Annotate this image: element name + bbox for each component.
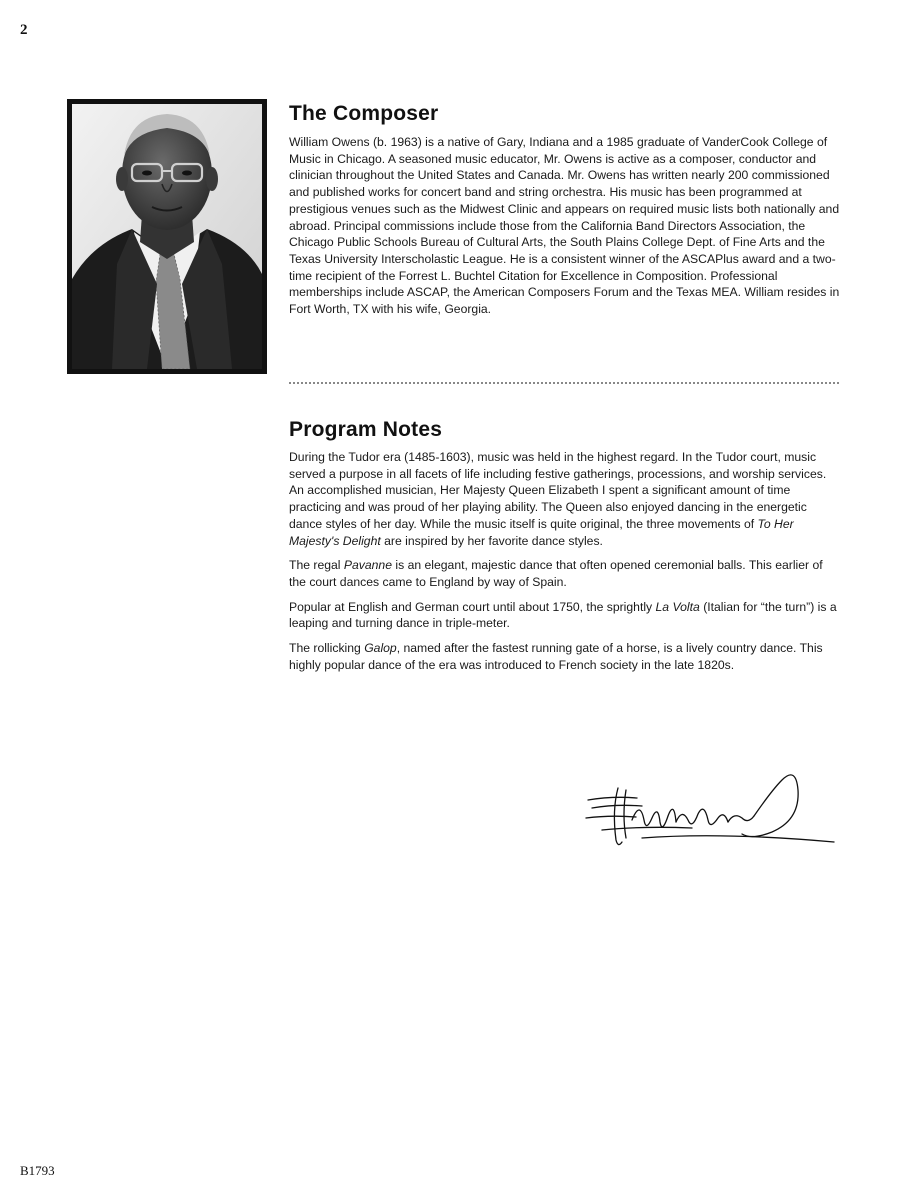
program-notes-paragraph-1: During the Tudor era (1485-1603), music was held in the highest regard. In the Tudor court, music served a purpose in all facets of life including festive gatherings, processions, and worship services. An accomplished musician, Her Majesty Queen Elizabeth I spent a significant amount of time practicing and was proud of her playing ability. The Queen also enjoyed dancing in the energetic dance styles of her day. While the music itself is quite original, the three movements of To Her Majesty's Delight are inspired by her favorite dance styles. [289,450,827,548]
program-notes-paragraph-2: The regal Pavanne is an elegant, majestic dance that often opened ceremonial balls. This earlier of the court dances came to England by way of Spain. [289,558,823,589]
dance-name-galop: Galop [364,641,397,656]
dance-name-pavanne: Pavanne [343,558,392,573]
program-notes-body [289,449,841,681]
composer-signature [582,760,840,855]
composer-photo [67,99,267,374]
composer-heading: The Composer [289,102,439,125]
dance-name-la-volta: La Volta [655,599,700,614]
program-notes-paragraph-3: Popular at English and German court until about 1750, the sprightly La Volta (Italian for “the turn”) is a leaping and turning dance in triple-meter. [289,599,837,631]
composer-bio [289,134,841,326]
piece-title: To Her Majesty's Delight [289,516,794,548]
dotted-divider [289,382,839,384]
program-notes-paragraph-4: The rollicking Galop, named after the fastest running gate of a horse, is a lively country dance. This highly popular dance of the era was introduced to French society in the late 1820s. [289,641,823,672]
catalog-code: B1793 [20,1163,55,1178]
composer-portrait-image [72,104,262,369]
page-number: 2 [20,22,28,38]
composer-bio-paragraph: William Owens (b. 1963) is a native of Gary, Indiana and a 1985 graduate of VanderCook College of Music in Chicago. A seasoned music educator, Mr. Owens is active as a composer, conductor and clinician throughout the United States and Canada. Mr. Owens has written nearly 200 commissioned and published works for concert band and string orchestra. His music has been programmed at prestigious venues such as the Midwest Clinic and appears on required music lists both nationally and abroad. Principal commissions include those from the California Band Directors Association, the Chicago Public Schools Bureau of Cultural Arts, the South Plains College Dept. of Fine Arts and the Texas University Interscholastic League. He is a consistent winner of the ASCAPlus award and a two-time recipient of the Forrest L. Buchtel Citation for Excellence in Composition. Professional memberships include ASCAP, the American Composers Forum and the Texas MEA. William resides in Fort Worth, TX with his wife, Georgia. [289,135,840,317]
program-notes-heading: Program Notes [289,418,443,441]
